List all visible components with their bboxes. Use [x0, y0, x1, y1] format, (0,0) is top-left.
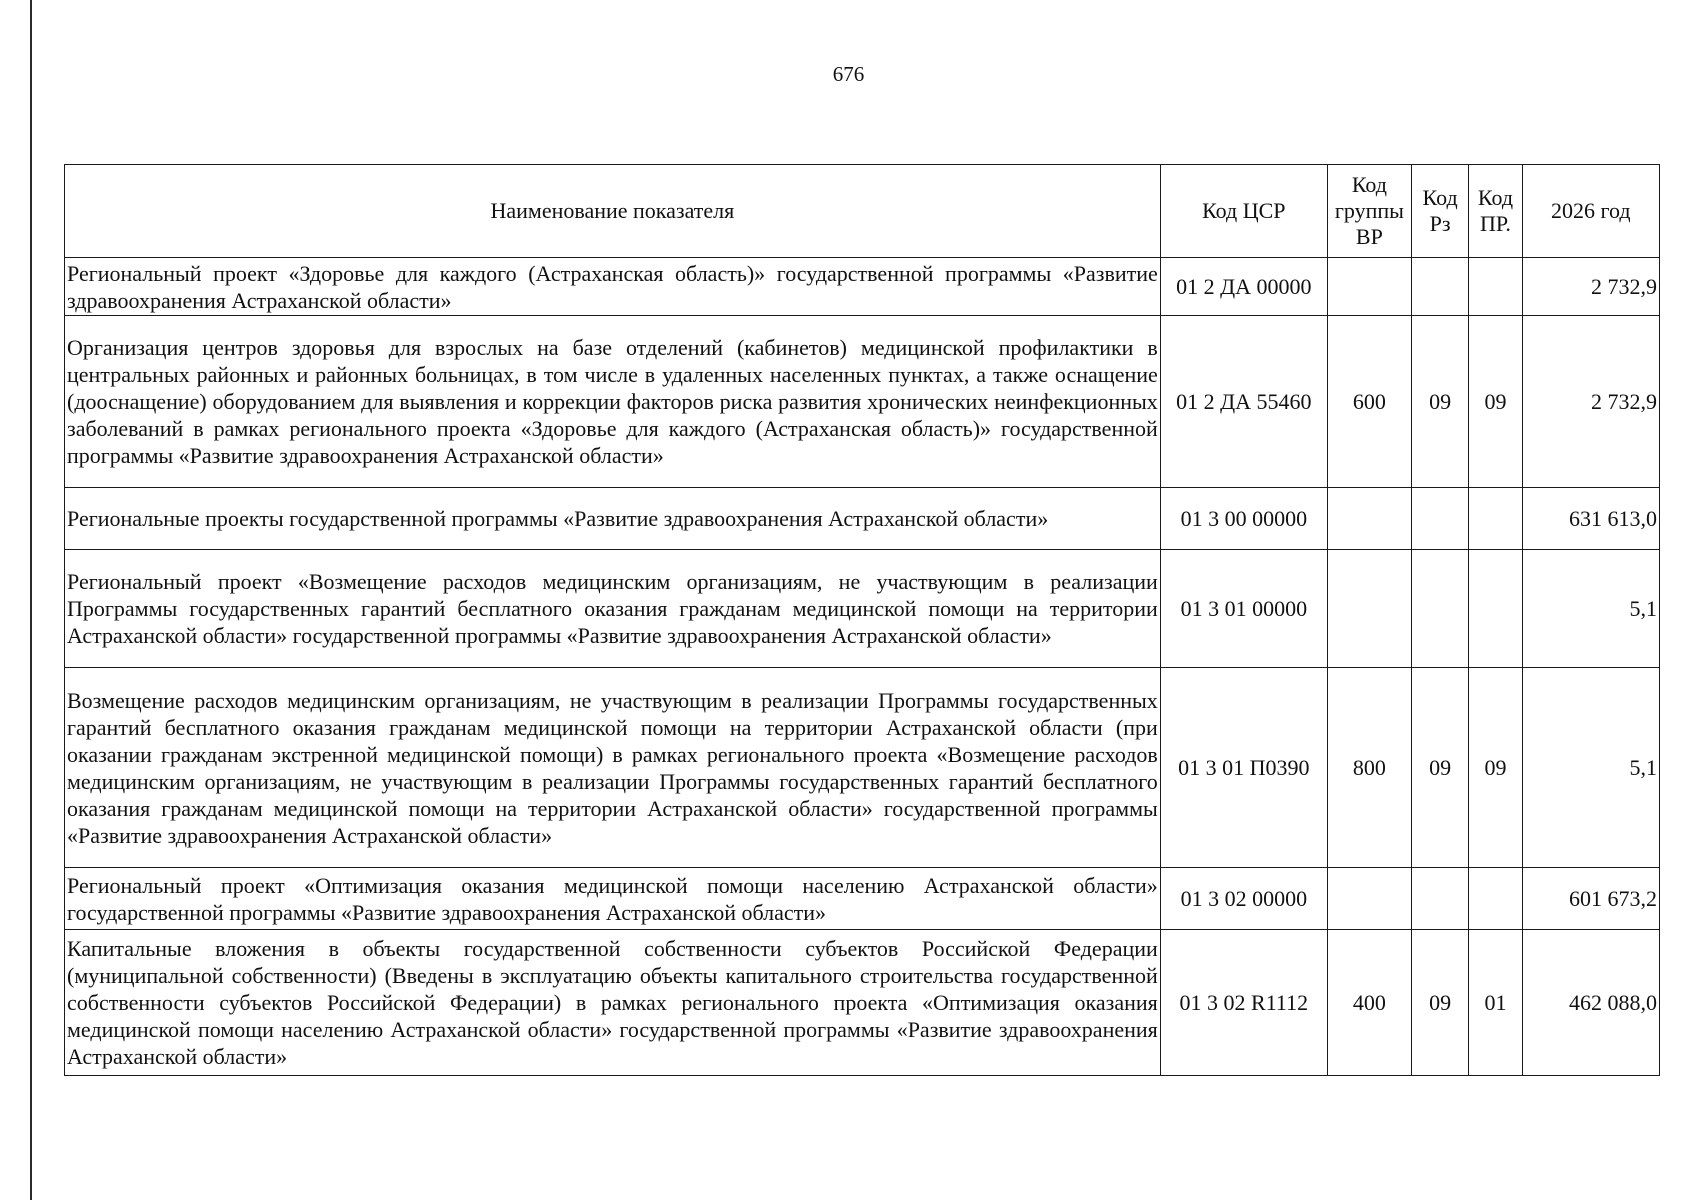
- row-amount: 2 732,9: [1522, 316, 1659, 488]
- header-name: Наименование показателя: [65, 165, 1161, 258]
- row-amount: 5,1: [1522, 550, 1659, 668]
- row-rz: [1411, 550, 1468, 668]
- row-vr: [1327, 868, 1411, 930]
- row-pr: [1469, 868, 1522, 930]
- row-name: Региональные проекты государственной программы «Развитие здравоохранения Астраханской области»: [65, 488, 1161, 550]
- table-row: [65, 668, 1660, 868]
- row-csr: 01 3 01 П0390: [1160, 668, 1327, 868]
- scan-edge-line: [30, 0, 32, 1200]
- table-row: [65, 930, 1660, 1076]
- row-pr: [1469, 550, 1522, 668]
- header-vr: Код группы ВР: [1327, 165, 1411, 258]
- row-name: Организация центров здоровья для взрослых на базе отделений (кабинетов) медицинской профилактики в центральных районных и районных больницах, в том числе в удаленных населенных пунктах, а также оснащение (дооснащение) оборудованием для выявления и коррекции факторов риска развития хронических неинфекционных заболеваний в рамках регионального проекта «Здоровье для каждого (Астраханская область)» государственной программы «Развитие здравоохранения Астраханской области»: [65, 316, 1161, 488]
- table-row: [65, 258, 1660, 316]
- row-csr: 01 3 02 R1112: [1160, 930, 1327, 1076]
- row-pr: [1469, 258, 1522, 316]
- row-name: Региональный проект «Возмещение расходов медицинским организациям, не участвующим в реализации Программы государственных гарантий бесплатного оказания гражданам медицинской помощи на территории Астраханской области» государственной программы «Развитие здравоохранения Астраханской области»: [65, 550, 1161, 668]
- row-csr: 01 2 ДА 55460: [1160, 316, 1327, 488]
- row-vr: 800: [1327, 668, 1411, 868]
- table-row: [65, 488, 1660, 550]
- row-vr: [1327, 258, 1411, 316]
- table-header-row: [65, 165, 1660, 258]
- header-year: 2026 год: [1522, 165, 1659, 258]
- row-rz: 09: [1411, 668, 1468, 868]
- row-rz: [1411, 488, 1468, 550]
- row-amount: 2 732,9: [1522, 258, 1659, 316]
- row-pr: 09: [1469, 316, 1522, 488]
- row-rz: [1411, 258, 1468, 316]
- row-name: Капитальные вложения в объекты государственной собственности субъектов Российской Федерации (муниципальной собственности) (Введены в эксплуатацию объекты капитального строительства государственной собственности субъектов Российской Федерации) в рамках регионального проекта «Оптимизация оказания медицинской помощи населению Астраханской области» государственной программы «Развитие здравоохранения Астраханской области»: [65, 930, 1161, 1076]
- row-rz: 09: [1411, 316, 1468, 488]
- row-vr: 400: [1327, 930, 1411, 1076]
- row-name: Региональный проект «Оптимизация оказания медицинской помощи населению Астраханской области» государственной программы «Развитие здравоохранения Астраханской области»: [65, 868, 1161, 930]
- budget-table: [64, 164, 1660, 1076]
- header-pr: Код ПР.: [1469, 165, 1522, 258]
- row-pr: [1469, 488, 1522, 550]
- row-name: Возмещение расходов медицинским организациям, не участвующим в реализации Программы государственных гарантий бесплатного оказания гражданам медицинской помощи на территории Астраханской области (при оказании гражданам экстренной медицинской помощи) в рамках регионального проекта «Возмещение расходов медицинским организациям, не участвующим в реализации Программы государственных гарантий бесплатного оказания гражданам медицинской помощи на территории Астраханской области» государственной программы «Развитие здравоохранения Астраханской области»: [65, 668, 1161, 868]
- row-vr: 600: [1327, 316, 1411, 488]
- row-pr: 01: [1469, 930, 1522, 1076]
- row-csr: 01 2 ДА 00000: [1160, 258, 1327, 316]
- row-csr: 01 3 02 00000: [1160, 868, 1327, 930]
- header-rz: Код Рз: [1411, 165, 1468, 258]
- row-rz: [1411, 868, 1468, 930]
- row-name: Региональный проект «Здоровье для каждого (Астраханская область)» государственной программы «Развитие здравоохранения Астраханской области»: [65, 258, 1161, 316]
- table-row: [65, 550, 1660, 668]
- row-pr: 09: [1469, 668, 1522, 868]
- row-amount: 5,1: [1522, 668, 1659, 868]
- row-vr: [1327, 488, 1411, 550]
- row-csr: 01 3 01 00000: [1160, 550, 1327, 668]
- row-csr: 01 3 00 00000: [1160, 488, 1327, 550]
- table-row: [65, 316, 1660, 488]
- row-amount: 601 673,2: [1522, 868, 1659, 930]
- row-amount: 462 088,0: [1522, 930, 1659, 1076]
- header-csr: Код ЦСР: [1160, 165, 1327, 258]
- page-number: 676: [832, 62, 865, 86]
- row-vr: [1327, 550, 1411, 668]
- row-rz: 09: [1411, 930, 1468, 1076]
- row-amount: 631 613,0: [1522, 488, 1659, 550]
- table-row: [65, 868, 1660, 930]
